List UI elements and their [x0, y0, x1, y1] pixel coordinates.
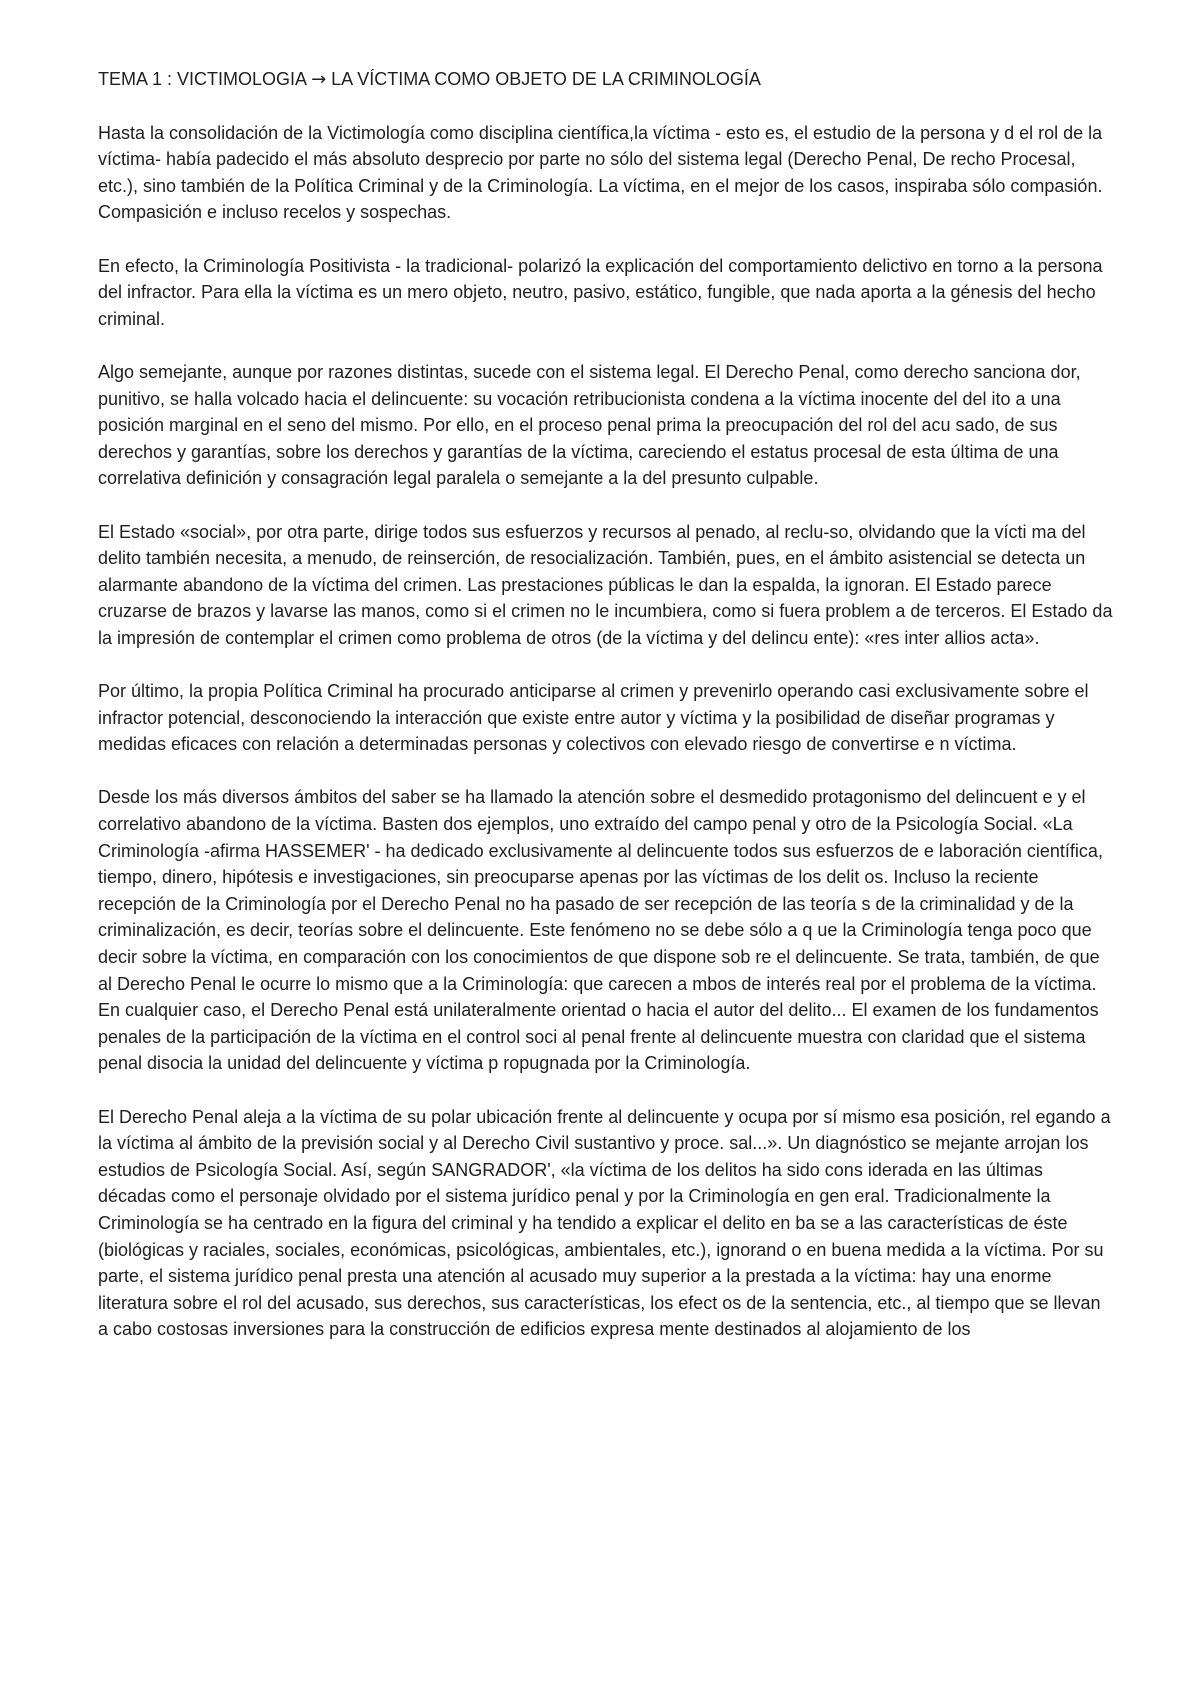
paragraph-3: Algo semejante, aunque por razones distintas, sucede con el sistema legal. El Derecho Penal, como derecho sanciona dor, punitivo, se halla volcado hacia el delincuente: su vocación retribucionista condena a la víctima inocente del del ito a una posición marginal en el seno del mismo. Por ello, en el proceso penal prima la preocupación del rol del acu sado, de sus derechos y garantías, sobre los derechos y garantías de la víctima, careciendo el estatus procesal de esta última de una correlativa definición y consagración legal paralela o semejante a la del presunto culpable.	[98, 361, 1081, 489]
title-subject: LA VÍCTIMA COMO OBJETO DE LA CRIMINOLOGÍA	[331, 69, 761, 89]
document-title	[98, 66, 1114, 94]
paragraph-4: El Estado «social», por otra parte, dirige todos sus esfuerzos y recursos al penado, al reclu-so, olvidando que la vícti ma del delito también necesita, a menudo, de reinserción, de resocialización. También, pues, en el ámbito asistencial se detecta un alarmante abandono de la víctima del crimen. Las prestaciones públicas le dan la espalda, la ignoran. El Estado parece cruzarse de brazos y lavarse las manos, como si el crimen no le incumbiera, como si fuera problem a de terceros. El Estado da la impresión de contemplar el crimen como problema de otros (de la víctima y del delincu ente): «res inter allios acta».	[98, 521, 1113, 648]
title-topic: TEMA 1 : VICTIMOLOGIA	[98, 69, 307, 89]
paragraph-1: Hasta la consolidación de la Victimología como disciplina científica,la víctima - esto es, el estudio de la persona y d el rol de la víctima- había padecido el más absoluto desprecio por parte no sólo del sistema legal (Derecho Penal, De recho Procesal, etc.), sino también de la Política Criminal y de la Criminología. La víctima, en el mejor de los casos, inspiraba sólo compasión. Compasición e incluso recelos y sospechas.	[98, 122, 1103, 223]
document-body	[98, 66, 1114, 1370]
paragraph-2: En efecto, la Criminología Positivista - la tradicional- polarizó la explicación del comportamiento delictivo en torno a la persona del infractor. Para ella la víctima es un mero objeto, neutro, pasivo, estático, fungible, que nada aporta a la génesis del hecho criminal.	[98, 255, 1103, 329]
paragraph-6: Desde los más diversos ámbitos del saber se ha llamado la atención sobre el desmedido protagonismo del delincuent e y el correlativo abandono de la víctima. Basten dos ejemplos, uno extraído del campo penal y otro de la Psicología Social. «La Criminología -afirma HASSEMER' - ha dedicado exclusivamente al delincuente todos sus esfuerzos de e laboración científica, tiempo, dinero, hipótesis e investigaciones, sin preocuparse apenas por las víctimas de los delit os. Incluso la reciente recepción de la Criminología por el Derecho Penal no ha pasado de ser recepción de las teoría s de la criminalidad y de la criminalización, es decir, teorías sobre el delincuente. Este fenómeno no se debe sólo a q ue la Criminología tenga poco que decir sobre la víctima, en comparación con los conocimientos de que dispone sob re el delincuente. Se trata, también, de que al Derecho Penal le ocurre lo mismo que a la Criminología: que carecen a mbos de interés real por el problema de la víctima. En cualquier caso, el Derecho Penal está unilateralmente orientad o hacia el autor del delito... El examen de los fundamentos penales de la participación de la víctima en el control soci al penal frente al delincuente muestra con claridad que el sistema penal disocia la unidad del delincuente y víctima p ropugnada por la Criminología.	[98, 787, 1103, 1074]
paragraph-7: El Derecho Penal aleja a la víctima de su polar ubicación frente al delincuente y ocupa por sí mismo esa posición, rel egando a la víctima al ámbito de la previsión social y al Derecho Civil sustantivo y proce. sal...». Un diagnóstico se mejante arrojan los estudios de Psicología Social. Así, según SANGRADOR', «la víctima de los delitos ha sido cons iderada en las últimas décadas como el personaje olvidado por el sistema jurídico penal y por la Criminología en gen eral. Tradicionalmente la Criminología se ha centrado en la figura del criminal y ha tendido a explicar el delito en ba se a las características de éste (biológicas y raciales, sociales, económicas, psicológicas, ambientales, etc.), ignorand o en buena medida a la víctima. Por su parte, el sistema jurídico penal presta una atención al acusado muy superior a la prestada a la víctima: hay una enorme literatura sobre el rol del acusado, sus derechos, sus características, los efect os de la sentencia, etc., al tiempo que se llevan a cabo costosas inversiones para la construcción de edificios expresa mente destinados al alojamiento de los	[98, 1106, 1111, 1340]
paragraph-5: Por último, la propia Política Criminal ha procurado anticiparse al crimen y prevenirlo operando casi exclusivamente sobre el infractor potencial, desconociendo la interacción que existe entre autor y víctima y la posibilidad de diseñar programas y medidas eficaces con relación a determinadas personas y colectivos con elevado riesgo de convertirse e n víctima.	[98, 681, 1089, 755]
right-arrow-icon: →	[311, 69, 327, 90]
